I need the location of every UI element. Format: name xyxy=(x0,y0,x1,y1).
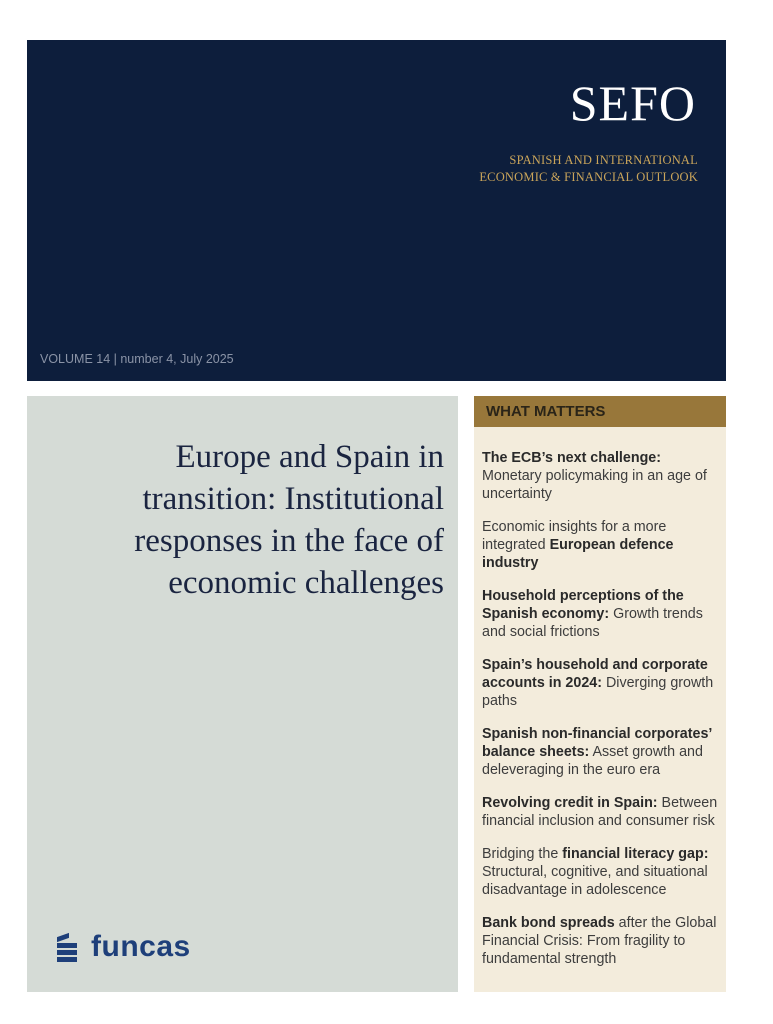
what-matters-heading: WHAT MATTERS xyxy=(474,396,726,427)
what-matters-item-bold: financial literacy gap: xyxy=(562,846,709,862)
volume-info: VOLUME 14 | number 4, July 2025 xyxy=(40,352,234,366)
what-matters-item xyxy=(482,449,720,503)
what-matters-panel xyxy=(474,396,726,992)
what-matters-item-text: after the Global Financial Crisis: From fragility to fundamental strength xyxy=(482,915,717,967)
title-panel xyxy=(27,396,458,992)
what-matters-item-text: Between financial inclusion and consumer risk xyxy=(482,795,718,829)
what-matters-item-text: Growth trends and social frictions xyxy=(482,606,703,640)
funcas-brand xyxy=(57,930,191,964)
what-matters-item xyxy=(482,725,720,779)
what-matters-item xyxy=(482,845,720,899)
cover-header xyxy=(27,40,726,381)
what-matters-item-bold: The ECB’s next challenge: xyxy=(482,450,662,466)
what-matters-item-text: Structural, cognitive, and situational disadvantage in adolescence xyxy=(482,864,708,898)
what-matters-item-bold: Revolving credit in Spain: xyxy=(482,795,658,811)
funcas-logo-icon xyxy=(57,932,79,962)
what-matters-item-text: Monetary policymaking in an age of uncertainty xyxy=(482,468,707,502)
what-matters-item xyxy=(482,794,720,830)
issue-title: Europe and Spain in transition: Institutional responses in the face of economic challenges xyxy=(134,439,444,601)
subtitle-line-1: SPANISH AND INTERNATIONAL xyxy=(509,153,698,167)
what-matters-item-bold: Spain’s household and corporate accounts in 2024: xyxy=(482,657,708,691)
publication-subtitle xyxy=(479,152,698,186)
what-matters-item xyxy=(482,656,720,710)
what-matters-item-bold: Household perceptions of the Spanish economy: xyxy=(482,588,684,622)
subtitle-line-2: ECONOMIC & FINANCIAL OUTLOOK xyxy=(479,170,698,184)
what-matters-item xyxy=(482,587,720,641)
what-matters-item xyxy=(482,518,720,572)
what-matters-item-pre: Economic insights for a more integrated xyxy=(482,519,667,553)
sefo-logo: SEFO xyxy=(569,75,696,131)
what-matters-item-bold: Spanish non-financial corporates’ balance sheets: xyxy=(482,726,712,760)
what-matters-item-pre: Bridging the xyxy=(482,846,563,862)
what-matters-item-text: Asset growth and deleveraging in the euro era xyxy=(482,744,703,778)
what-matters-item-text: Diverging growth paths xyxy=(482,675,714,709)
what-matters-item-bold: European defence industry xyxy=(482,537,674,571)
what-matters-list xyxy=(474,427,726,968)
funcas-wordmark: funcas xyxy=(91,930,191,963)
what-matters-item xyxy=(482,914,720,968)
what-matters-item-bold: Bank bond spreads xyxy=(482,915,615,931)
